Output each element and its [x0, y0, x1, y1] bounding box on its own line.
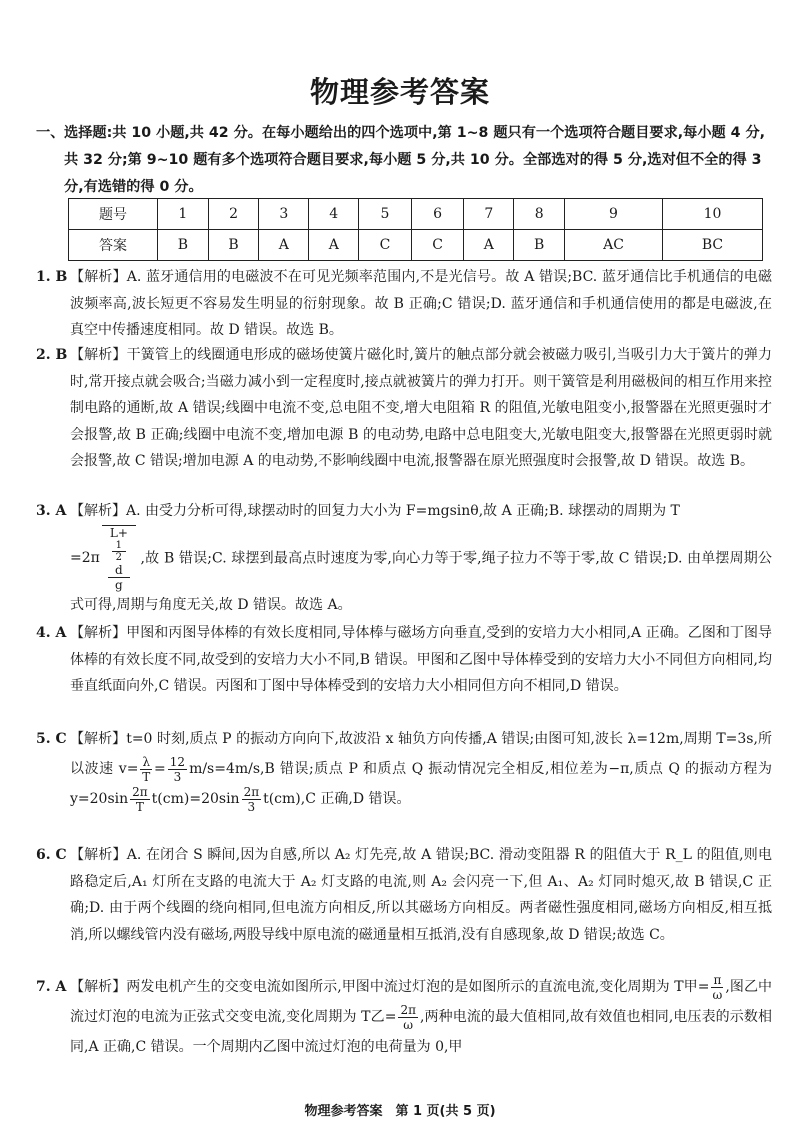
fraction-numerator: 2π: [243, 784, 260, 799]
fraction: [108, 526, 130, 592]
question-number: 5. C: [36, 731, 67, 747]
table-row-answers: [69, 230, 763, 261]
explanation-text: 【解析】A. 蓝牙通信用的电磁波不在可见光频率范围内,不是光信号。故 A 错误;BC. 蓝牙通信比手机通信的电磁波频率高,波长短更不容易发生明显的衍射现象。故 B 正确;C 错误;D. 蓝牙通信和手机通信使用的都是电磁波,在真空中传播速度相同。故 D 错误。故选 B。: [70, 269, 772, 338]
row-label-number: 题号: [69, 199, 158, 230]
question-1: [36, 264, 772, 344]
explanation-part: t(cm),C 正确,D 错误。: [263, 791, 411, 807]
cell-number: 3: [259, 199, 309, 230]
half-numerator: 1: [112, 540, 126, 552]
question-7: [36, 972, 772, 1062]
cell-number: 5: [359, 199, 412, 230]
fraction-denominator: ω: [403, 1017, 414, 1032]
explanation-part: t(cm)=20sin: [151, 791, 240, 807]
explanation-text: 【解析】A. 在闭合 S 瞬间,因为自感,所以 A₂ 灯先亮,故 A 错误;BC. 滑动变阻器 R 的阻值大于 R_L 的阻值,则电路稳定后,A₁ 灯所在支路的电流大于 A₂ 灯支路的电流,则 A₂ 会闪亮一下,但 A₁、A₂ 灯同时熄灭,故 B 错误,C 正确;D. 由于两个线圈的绕向相同,但电流方向相反,所以其磁场方向相反。两者磁性强度相同,磁场方向相反,相互抵消,所以螺线管内没有磁场,两股导线中原电流的磁通量相互抵消,没有自感现象,故 D 错误;故选 C。: [70, 847, 772, 943]
fraction: [168, 755, 187, 784]
fraction: [242, 785, 262, 814]
fraction: [130, 785, 150, 814]
explanation-part: ,两种电流的最大值相同,故有效值也相同,电压表的示数相同,A 正确,C 错误。一个周期内乙图中流过灯泡的电荷量为 0,甲: [70, 1009, 772, 1055]
sqrt-radical: [102, 525, 136, 592]
section-number: 一、: [36, 125, 65, 141]
answer-table: [68, 198, 763, 261]
explanation-text: [70, 498, 772, 618]
cell-answer: A: [309, 230, 359, 261]
fraction-denominator: T: [135, 799, 144, 814]
fraction-denominator: 3: [173, 769, 182, 784]
page-title: 物理参考答案: [309, 75, 490, 109]
explanation-part: 【解析】t=0 时刻,质点 P 的振动方向向下,故波沿 x 轴负方向传播,A 错误;由图可知,波长 λ=12m,周期 T=3s,所以波速 v=: [70, 731, 772, 777]
fraction-denominator: g: [115, 577, 123, 592]
explanation-part: 【解析】A. 由受力分析可得,球摆动时的回复力大小为 F=mgsinθ,故 A 正确;B. 球摆动的周期为 T: [70, 503, 680, 519]
section-text: 选择题:共 10 小题,共 42 分。在每小题给出的四个选项中,第 1~8 题只有一个选项符合题目要求,每小题 4 分,共 32 分;第 9~10 题有多个选项符合题目要求,每小题 5 分,共 10 分。全部选对的得 5 分,选对但不全的得 3 分,有选错的得 0 分。: [64, 125, 766, 195]
explanation-part: m/s=4m/s,B 错误;质点 P 和质点 Q 振动情况完全相反,相位差为−π,质点 Q 的振动方程为 y=20sin: [70, 761, 772, 807]
question-5: [36, 724, 772, 814]
cell-number: 2: [208, 199, 259, 230]
fraction-numerator: [108, 526, 130, 578]
fraction-half: [112, 540, 126, 563]
question-number: 3. A: [36, 503, 67, 519]
question-number: 1. B: [36, 269, 68, 285]
page-footer: 物理参考答案 第 1 页(共 5 页): [304, 1104, 496, 1119]
question-3: [36, 498, 772, 618]
fraction: [711, 973, 723, 1002]
explanation-part: ,图乙中流过灯泡的电流为正弦式交变电流,变化周期为 T乙=: [70, 979, 773, 1025]
explanation-text: 【解析】甲图和丙图导体棒的有效长度相同,导体棒与磁场方向垂直,受到的安培力大小相同,A 正确。乙图和丁图导体棒的有效长度不同,故受到的安培力大小不同,B 错误。甲图和乙图中导体棒受到的安培力大小不同但方向相同,均垂直纸面向外,C 错误。丙图和丁图中导体棒受到的安培力大小相同但方向不相同,D 错误。: [70, 625, 772, 694]
fraction-numerator: 2π: [400, 1002, 416, 1017]
fraction-numerator: π: [713, 972, 722, 987]
question-4: [36, 620, 772, 700]
explanation-part: 【解析】两发电机产生的交变电流如图所示,甲图中流过灯泡的是如图所示的直流电流,变化周期为 T甲=: [70, 979, 710, 995]
cell-number: 4: [309, 199, 359, 230]
question-6: [36, 842, 772, 948]
cell-answer: B: [208, 230, 259, 261]
cell-answer: C: [411, 230, 464, 261]
cell-answer: C: [359, 230, 412, 261]
fraction-denominator: 3: [247, 799, 256, 814]
fraction: [398, 1003, 418, 1032]
explanation-text: [70, 972, 772, 1062]
table-row-numbers: [69, 199, 763, 230]
cell-number: 7: [464, 199, 514, 230]
section-instructions: [36, 120, 776, 201]
cell-number: 8: [514, 199, 565, 230]
question-number: 2. B: [36, 347, 68, 363]
question-2: [36, 342, 772, 475]
cell-answer: A: [464, 230, 514, 261]
cell-number: 10: [662, 199, 762, 230]
fraction: [140, 755, 152, 784]
numerator-part: d: [115, 562, 123, 577]
fraction-numerator: λ: [142, 754, 151, 769]
question-number: 7. A: [36, 979, 67, 995]
fraction-denominator: ω: [712, 987, 723, 1002]
explanation-part: ,故 B 错误;C. 球摆到最高点时速度为零,向心力等于零,绳子拉力不等于零,故 C 错误;D. 由单摆周期公式可得,周期与角度无关,故 D 错误。故选 A。: [70, 550, 772, 613]
cell-answer: B: [514, 230, 565, 261]
fraction-numerator: 12: [169, 754, 186, 769]
cell-answer: AC: [565, 230, 663, 261]
cell-answer: A: [259, 230, 309, 261]
explanation-text: [70, 724, 772, 814]
numerator-part: L+: [109, 525, 128, 540]
cell-number: 9: [565, 199, 663, 230]
formula-lead: =2π: [70, 550, 100, 566]
question-number: 6. C: [36, 847, 67, 863]
fraction-numerator: 2π: [132, 784, 148, 799]
half-denominator: 2: [115, 551, 123, 563]
formula-period: [70, 525, 141, 592]
row-label-answer: 答案: [69, 230, 158, 261]
equals-sign: =: [154, 761, 166, 777]
fraction-denominator: T: [142, 769, 151, 784]
cell-answer: BC: [662, 230, 762, 261]
cell-number: 6: [411, 199, 464, 230]
cell-answer: B: [158, 230, 209, 261]
cell-number: 1: [158, 199, 209, 230]
question-number: 4. A: [36, 625, 67, 641]
explanation-text: 【解析】干簧管上的线圈通电形成的磁场使簧片磁化时,簧片的触点部分就会被磁力吸引,当吸引力大于簧片的弹力时,常开接点就会吸合;当磁力减小到一定程度时,接点就被簧片的弹力打开。则干簧管是利用磁极间的相互作用来控制电路的通断,故 A 错误;线圈中电流不变,总电阻不变,增大电阻箱 R 的阻值,光敏电阻变小,报警器在光照更强时才会报警,故 B 正确;线圈中电流不变,增加电源 B 的电动势,电路中总电阻变大,光敏电阻变大,报警器在光照更弱时就会报警,故 C 错误;增加电源 A 的电动势,不影响线圈中电流,报警器在原光照强度时会报警,故 D 错误。故选 B。: [70, 347, 772, 469]
